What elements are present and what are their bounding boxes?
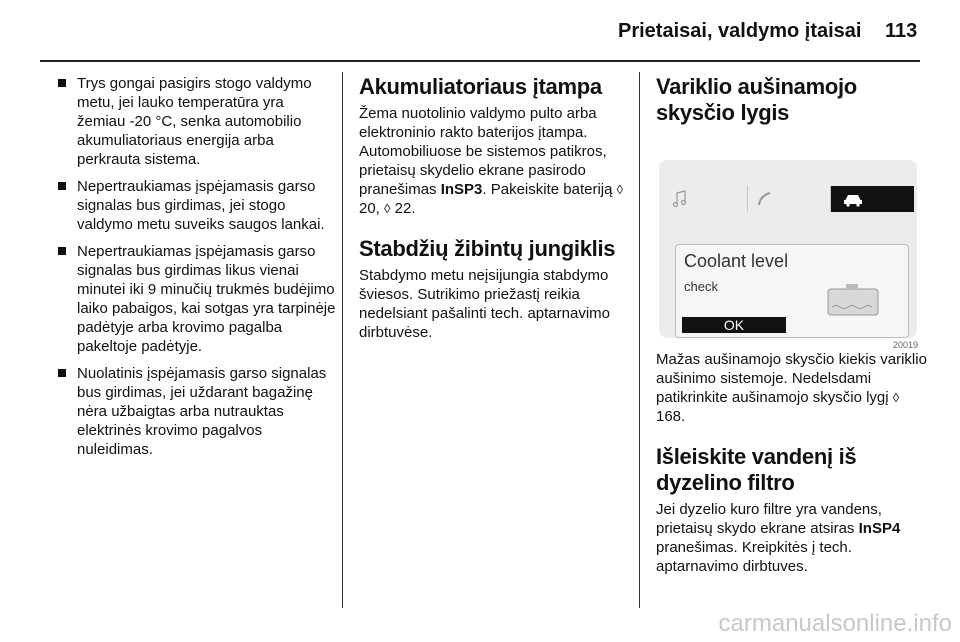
page-header — [0, 0, 960, 64]
battery-text-part: Žema nuotolinio valdymo pulto arba elektroninio rakto baterijos įtampa. Automobiliuose be sistemos patikros, prietaisų skydelio ekrane pasirodo pranešimas — [359, 105, 607, 198]
list-item-text: Nepertraukiamas įspėjamasis garso signalas bus girdimas, jei stogo valdymo metu suveiks saugos lankai. — [77, 178, 325, 233]
display-figure — [656, 156, 918, 350]
reference-arrow-icon: ◊ — [384, 201, 391, 216]
water-heading-line: Išleiskite vandenį iš — [656, 444, 857, 469]
code-inSP4: InSP4 — [858, 520, 901, 537]
reference-arrow-icon: ◊ — [616, 182, 624, 197]
water-text-part: pranešimas. Kreipkitės į tech. aptarnavimo dirbtuves. — [656, 539, 852, 575]
bullet-list — [56, 74, 336, 459]
header-title: Prietaisai, valdymo įtaisai — [618, 20, 862, 42]
bullet-icon — [58, 247, 66, 255]
coolant-text-part: Mažas aušinamojo skysčio kiekis variklio aušinimo sistemoje. Nedelsdami patikrinkite aušinamojo skysčio lygį — [656, 351, 927, 406]
coolant-tank-icon — [826, 283, 880, 317]
music-note-icon — [672, 190, 688, 208]
water-text-part: Jei dyzelio kuro filtre yra vandens, prietaisų skydo ekrane atsiras — [656, 501, 882, 537]
watermark: carmanualsonline.info — [718, 610, 952, 637]
display-tabs — [664, 186, 914, 212]
tab-phone — [748, 186, 832, 212]
phone-icon — [756, 190, 774, 208]
list-item-text: Nepertraukiamas įspėjamasis garso signalas bus girdimas likus vienai minutei iki 9 minučių trukmės budėjimo laiko pabaigos, kai sotgas yra tarpinėje padėtyje arba krovimo pagalba pakeltoje padėtyje. — [77, 243, 336, 355]
list-item — [56, 242, 336, 356]
warning-message-box — [675, 244, 909, 338]
column-divider — [639, 72, 640, 608]
message-subtitle: check — [684, 279, 718, 294]
water-heading — [656, 444, 928, 496]
column-divider — [342, 72, 343, 608]
coolant-heading — [656, 74, 928, 126]
list-item — [56, 177, 336, 234]
water-text — [656, 500, 928, 576]
list-item — [56, 364, 336, 459]
car-icon — [841, 190, 865, 208]
brake-text: Stabdymo metu neįsijungia stabdymo šviesos. Sutrikimo priežastį reikia nedelsiant pašalinti tech. aptarnavimo dirbtuvėse. — [359, 267, 610, 341]
bullet-icon — [58, 369, 66, 377]
bullet-icon — [58, 79, 66, 87]
info-display — [659, 160, 917, 338]
list-item-text: Nuolatinis įspėjamasis garso signalas bus girdimas, jei uždarant bagažinę nėra užbaigtas arba nutrauktas elektrinės krovimo pagalvos nuleidimas. — [77, 365, 327, 458]
water-heading-line: dyzelino filtro — [656, 470, 795, 495]
list-item-text: Trys gongai pasigirs stogo valdymo metu, jei lauko temperatūra yra žemiau -20 °C, senka automobilio akumuliatoriaus energija arba perkrauta sistema. — [77, 75, 312, 168]
column-1 — [56, 74, 336, 467]
page-ref[interactable]: 20, — [359, 200, 385, 217]
page-ref[interactable]: 22. — [390, 200, 416, 217]
brake-heading: Stabdžių žibintų jungiklis — [359, 236, 616, 261]
ok-button: OK — [682, 317, 786, 333]
coolant-text — [656, 350, 928, 426]
bullet-icon — [58, 182, 66, 190]
header-rule — [40, 60, 920, 62]
page-ref[interactable]: 168. — [656, 408, 686, 425]
battery-text-part: . Pakeiskite bateriją — [482, 181, 617, 198]
coolant-heading-line: Variklio aušinamojo — [656, 74, 857, 99]
figure-number: 20019 — [892, 340, 918, 350]
tab-audio — [664, 186, 748, 212]
code-inSP3: InSP3 — [440, 181, 483, 198]
reference-arrow-icon: ◊ — [892, 390, 900, 405]
column-3 — [656, 74, 928, 576]
column-2 — [359, 74, 625, 342]
coolant-heading-line: skysčio lygis — [656, 100, 790, 125]
list-item — [56, 74, 336, 169]
message-title: Coolant level — [684, 251, 789, 271]
battery-text — [359, 104, 625, 218]
tab-vehicle — [831, 186, 914, 212]
battery-heading: Akumuliatoriaus įtampa — [359, 74, 602, 99]
page-number: 113 — [885, 20, 918, 42]
